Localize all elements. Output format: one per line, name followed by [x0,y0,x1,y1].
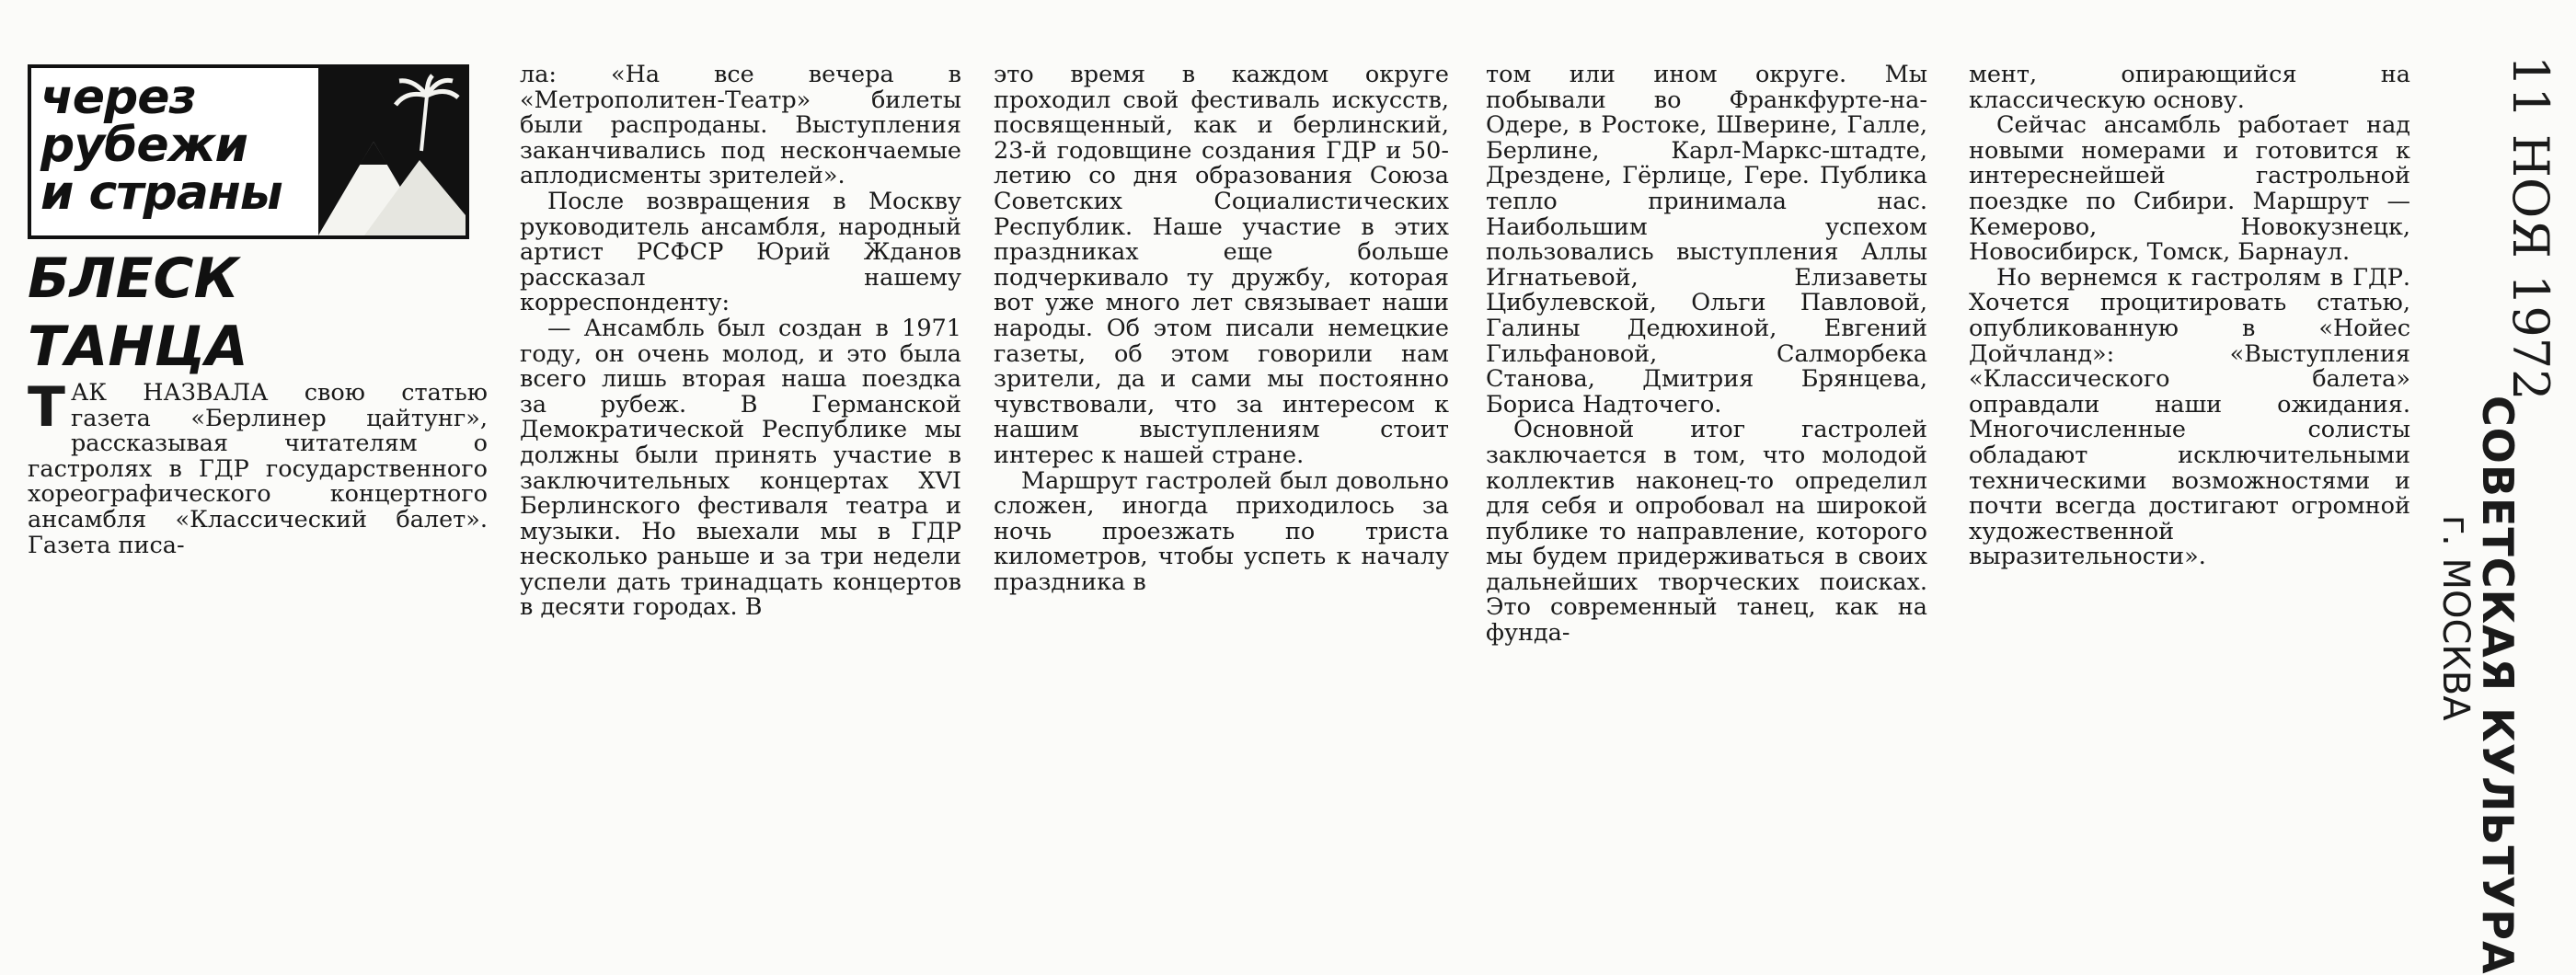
article-column-1 [28,64,488,558]
paragraph: Сейчас ансамбль работает над новыми номерами и готовится к интереснейшей гастрольной поездке по Сибири. Маршрут — Кемерово, Новокузнецк, Новосибирск, Томск, Барнаул. [1969,111,2410,267]
paragraph: — Ансамбль был создан в 1971 году, он очень молод, и это была всего лишь вторая наша поездка за рубеж. В Германской Демократической Республике мы должны были принять участие в заключительных концертах XVI Берлинского фестиваля театра и музыки. Но выехали мы в ГДР несколько раньше и за три недели успели дать тринадцать концертов в десяти городах. В [520,314,961,622]
mountains-palm-icon [318,68,466,235]
rubric-box [28,64,469,239]
article-headline [28,245,488,381]
paragraph: После возвращения в Москву руководитель ансамбля, народный артист РСФСР Юрий Жданов рассказал нашему корреспонденту: [520,187,961,317]
archive-stamp [2434,55,2567,975]
drop-cap: Т [28,375,65,440]
paragraph: это время в каждом округе проходил свой фестиваль искусств, посвященный, как и берлинский, 23-й годовщине создания ГДР и 50-летию со дня образования Союза Советских Социалистических Республик. Наше участие в этих праздниках еще больше подчеркивало ту дружбу, которая вот уже много лет связывает наши народы. Об этом писали немецкие газеты, об этом говорили нам зрители, да и сами мы постоянно чувствовали, что за интересом к нашим выступлениям стоит интерес к нашей стране. [994,61,1449,469]
article-column-5 [1969,63,2410,570]
paragraph: Основной итог гастролей заключается в том, что молодой коллектив наконец-то определил для себя и опробовал на широкой публике то направление, которого мы будем придерживаться в своих дальнейших творческих поисках. Это современный танец, как на фунда- [1486,416,1927,648]
lead-paragraph [28,375,488,559]
article-column-3 [994,63,1449,595]
stamp-date: 11 НОЯ 1972 [2501,55,2559,401]
paragraph: мент, опирающийся на классическую основу. [1969,61,2410,114]
stamp-newspaper-name: СОВЕТСКАЯ КУЛЬТУРА [2473,396,2523,975]
paragraph: том или ином округе. Мы побывали во Франкфурте-на-Одере, в Ростоке, Шверине, Галле, Берлине, Карл-Маркс-штадте, Дрездене, Гёрлице, Гере. Публика тепло принимала нас. Наибольшим успехом пользовались выступления Аллы Игнатьевой, Елизаветы Цибулевской, Ольги Павловой, Галины Дедюхиной, Евгений Гильфановой, Салморбека Станова, Дмитрия Брянцева, Бориса Надточего. [1486,61,1927,419]
rubric-line-2: рубежи [40,118,247,173]
paragraph: ла: «На все вечера в «Метрополитен-Театр» билеты были распроданы. Выступления заканчивались под нескончаемые аплодисменты зрителей». [520,61,961,190]
headline-line-2: ТАНЦА [28,315,248,379]
article-column-2 [520,63,961,621]
headline-line-1: БЛЕСК [28,247,239,311]
rubric-title [40,70,282,221]
stamp-city: г. МОСКВА [2434,515,2477,721]
article-column-4 [1486,63,1927,647]
rubric-line-3: и страны [40,166,282,221]
rubric-line-1: через [40,70,196,125]
lead-text: АК НАЗВАЛА свою статью газета «Берлинер цайтунг», рассказывая читателям о гастролях в ГДР государственного хореографического концертного ансамбля «Классический балет». Газета писа- [28,379,488,559]
paragraph: Но вернемся к гастролям в ГДР. Хочется процитировать статью, опубликованную в «Нойес Дойчланд»: «Выступления «Классического балета» оправдали наши ожидания. Многочисленные солисты обладают исключительными техническими возможностями и почти всегда достигают огромной художественной выразительности». [1969,263,2410,571]
paragraph: Маршрут гастролей был довольно сложен, иногда приходилось за ночь проезжать по триста километров, чтобы успеть к началу праздника в [994,466,1449,596]
